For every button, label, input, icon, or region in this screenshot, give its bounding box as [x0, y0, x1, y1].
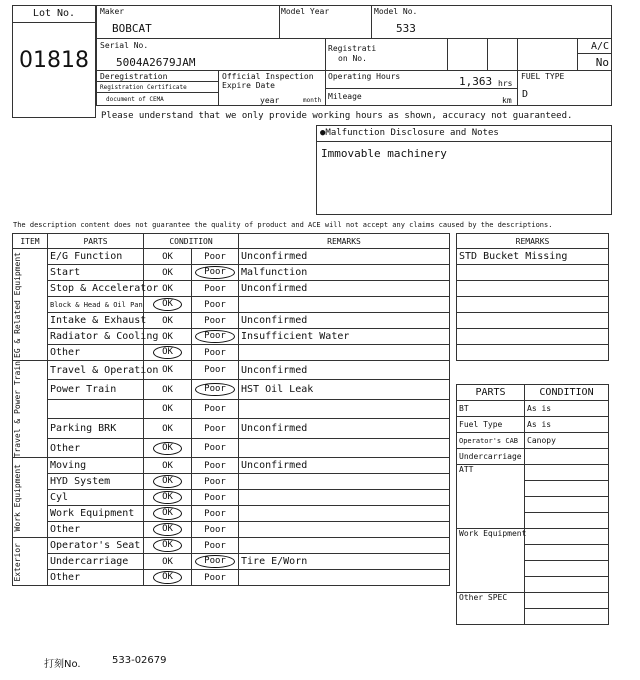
part-cell: Stop & Accelerator [48, 281, 144, 297]
ok-option: OK [162, 315, 173, 326]
poor-option: Poor [204, 251, 226, 262]
table-row [13, 474, 450, 490]
ok-cell[interactable] [144, 506, 192, 522]
ok-option: OK [162, 267, 173, 278]
table-row [13, 538, 450, 554]
ok-cell[interactable] [144, 570, 192, 586]
ok-option: OK [162, 460, 173, 471]
table-row [13, 458, 450, 474]
remark-cell [239, 474, 450, 490]
poor-cell[interactable] [192, 361, 239, 380]
remark-cell [239, 438, 450, 458]
poor-option: Poor [204, 540, 226, 551]
inspection-label-1: Official Inspection [222, 72, 314, 81]
month-label: month [303, 97, 322, 104]
malfunction-text: Immovable machinery [321, 147, 447, 160]
deregistration-label: Deregistration [100, 72, 168, 81]
remark-cell [239, 506, 450, 522]
registration-label-2: on No. [338, 54, 367, 63]
ok-option: OK [162, 384, 173, 395]
model-year-label: Model Year [281, 7, 330, 16]
item-group-cell [13, 538, 48, 586]
remark-cell: Unconfirmed [239, 361, 450, 380]
ok-option: OK [162, 251, 173, 262]
table-row [13, 265, 450, 281]
remark-cell: Tire E/Worn [239, 554, 450, 570]
poor-option: Poor [204, 404, 226, 415]
ok-cell[interactable] [144, 380, 192, 399]
poor-cell[interactable] [192, 554, 239, 570]
part-cell: Cyl [48, 490, 144, 506]
ok-option: OK [153, 539, 182, 552]
cab-label: Operator's CAB [457, 433, 525, 449]
part-cell: Operator's Seat [48, 538, 144, 554]
registration-label-1: Registrati [328, 44, 377, 53]
remark-cell: Unconfirmed [239, 281, 450, 297]
poor-option: Poor [204, 572, 226, 583]
poor-cell[interactable] [192, 490, 239, 506]
operating-hours-label: Operating Hours [328, 72, 401, 81]
cab-row [457, 433, 609, 449]
fuel-label: Fuel Type [457, 417, 525, 433]
parts-header: PARTS [48, 234, 144, 249]
right-remark-cell [457, 345, 609, 361]
ok-option: OK [153, 442, 182, 455]
poor-option: Poor [195, 330, 235, 343]
table-row [13, 297, 450, 313]
notice-text: Please understand that we only provide working hours as shown, accuracy not guaranteed. [101, 111, 573, 121]
table-row [13, 554, 450, 570]
poor-cell[interactable] [192, 380, 239, 399]
ok-cell[interactable] [144, 265, 192, 281]
ok-option: OK [162, 556, 173, 567]
right-remark-cell [457, 297, 609, 313]
poor-option: Poor [204, 508, 226, 519]
table-row [13, 380, 450, 399]
poor-option: Poor [204, 347, 226, 358]
table-row [13, 345, 450, 361]
right-remark-cell [457, 281, 609, 297]
remark-cell [239, 297, 450, 313]
part-cell: Start [48, 265, 144, 281]
other-spec-row [457, 593, 609, 609]
poor-cell[interactable] [192, 522, 239, 538]
remark-cell: Unconfirmed [239, 313, 450, 329]
malfunction-title: ●Malfunction Disclosure and Notes [320, 128, 499, 138]
poor-option: Poor [204, 492, 226, 503]
year-label: year [260, 96, 280, 105]
ok-cell[interactable] [144, 313, 192, 329]
ok-option: OK [162, 404, 173, 415]
undercarriage-label: Undercarriage [457, 449, 525, 465]
part-cell: Intake & Exhaust [48, 313, 144, 329]
poor-cell[interactable] [192, 265, 239, 281]
table-row [13, 281, 450, 297]
ok-cell[interactable] [144, 474, 192, 490]
item-group-label: Exterior [13, 542, 22, 582]
ok-cell[interactable] [144, 297, 192, 313]
disclaimer-text: The description content does not guarantee the quality of product and ACE will not accept any claims caused by the descriptions. [13, 221, 553, 229]
model-no-value: 533 [396, 22, 416, 35]
maker-label: Maker [100, 7, 125, 16]
part-cell: Other [48, 345, 144, 361]
table-row [13, 522, 450, 538]
poor-option: Poor [195, 383, 235, 396]
hrs-label: hrs [498, 79, 513, 88]
inspection-table [12, 233, 450, 586]
remark-cell: Unconfirmed [239, 249, 450, 265]
right-remark-row [457, 265, 609, 281]
poor-cell[interactable] [192, 329, 239, 345]
part-cell: Other [48, 522, 144, 538]
poor-cell[interactable] [192, 399, 239, 418]
remarks-header: REMARKS [239, 234, 450, 249]
table-row [13, 570, 450, 586]
part-cell: Radiator & Cooling [48, 329, 144, 345]
table-row [13, 419, 450, 438]
poor-option: Poor [204, 443, 226, 454]
ok-option: OK [162, 365, 173, 376]
right-parts-header-row [457, 385, 609, 401]
table-row [13, 313, 450, 329]
lot-number: 01818 [19, 48, 89, 73]
ok-option: OK [153, 346, 182, 359]
right-remark-cell: STD Bucket Missing [457, 249, 609, 265]
part-cell: Moving [48, 458, 144, 474]
part-cell: Travel & Operation [48, 361, 144, 380]
poor-option: Poor [204, 299, 226, 310]
poor-cell[interactable] [192, 474, 239, 490]
fuel-type-value: D [522, 89, 529, 100]
item-group-cell [13, 249, 48, 361]
remark-cell: HST Oil Leak [239, 380, 450, 399]
ok-cell[interactable] [144, 490, 192, 506]
item-group-label: EG & Related Equipment [13, 251, 22, 358]
poor-option: Poor [195, 555, 235, 568]
right-remark-cell [457, 265, 609, 281]
right-remark-row [457, 281, 609, 297]
remark-cell: Insufficient Water [239, 329, 450, 345]
stamp-value: 533-02679 [112, 655, 167, 666]
table-row [13, 249, 450, 265]
part-cell [48, 399, 144, 418]
remark-cell [239, 522, 450, 538]
poor-cell[interactable] [192, 297, 239, 313]
inspection-header-row [13, 234, 450, 249]
part-cell: Parking BRK [48, 419, 144, 438]
poor-cell[interactable] [192, 570, 239, 586]
remark-cell [239, 570, 450, 586]
ok-option: OK [153, 298, 182, 311]
right-remark-row [457, 249, 609, 265]
poor-option: Poor [195, 266, 235, 279]
remark-cell: Unconfirmed [239, 458, 450, 474]
poor-cell[interactable] [192, 313, 239, 329]
other-spec-label: Other SPEC [457, 593, 525, 625]
poor-cell[interactable] [192, 281, 239, 297]
remark-cell [239, 345, 450, 361]
ok-option: OK [153, 523, 182, 536]
registration-certificate-label: Registration Certificate [100, 84, 187, 91]
ok-cell[interactable] [144, 554, 192, 570]
cab-value: Canopy [525, 433, 609, 449]
right-parts-table [456, 384, 609, 625]
poor-option: Poor [204, 283, 226, 294]
part-cell: Work Equipment [48, 506, 144, 522]
poor-option: Poor [204, 476, 226, 487]
poor-option: Poor [204, 524, 226, 535]
poor-cell[interactable] [192, 345, 239, 361]
table-row [13, 399, 450, 418]
ok-option: OK [153, 491, 182, 504]
condition-header: CONDITION [144, 234, 239, 249]
operating-hours-value: 1,363 [459, 75, 493, 88]
stamp-label: 打刻No. [44, 659, 81, 670]
ok-option: OK [162, 331, 173, 342]
poor-cell[interactable] [192, 506, 239, 522]
table-row [13, 329, 450, 345]
mileage-label: Mileage [328, 92, 362, 101]
poor-cell[interactable] [192, 419, 239, 438]
poor-option: Poor [204, 423, 226, 434]
ok-cell[interactable] [144, 399, 192, 418]
table-row [13, 506, 450, 522]
part-cell: Undercarriage [48, 554, 144, 570]
item-header: ITEM [13, 234, 48, 249]
right-remarks-header: REMARKS [457, 234, 609, 249]
poor-cell[interactable] [192, 438, 239, 458]
item-group-label: Travel & Power Train [13, 361, 22, 458]
ok-option: OK [162, 423, 173, 434]
ok-cell[interactable] [144, 458, 192, 474]
right-remark-cell [457, 329, 609, 345]
right-parts-header: PARTS [457, 385, 525, 401]
ok-option: OK [153, 475, 182, 488]
part-cell: E/G Function [48, 249, 144, 265]
poor-cell[interactable] [192, 538, 239, 554]
bt-row [457, 401, 609, 417]
right-remarks-table [456, 233, 609, 361]
serial-value: 5004A2679JAM [116, 56, 196, 69]
model-no-label: Model No. [374, 7, 418, 16]
right-remark-row [457, 329, 609, 345]
att-row [457, 465, 609, 481]
fuel-row [457, 417, 609, 433]
right-remark-cell [457, 313, 609, 329]
att-label: ATT [457, 465, 525, 529]
ok-option: OK [162, 283, 173, 294]
right-remark-row [457, 297, 609, 313]
remark-cell [239, 490, 450, 506]
remark-cell [239, 399, 450, 418]
remark-cell: Unconfirmed [239, 419, 450, 438]
km-label: km [502, 96, 512, 105]
right-condition-header: CONDITION [525, 385, 609, 401]
lot-label: Lot No. [32, 8, 76, 19]
malfunction-box [316, 125, 612, 215]
poor-cell[interactable] [192, 249, 239, 265]
undercarriage-row [457, 449, 609, 465]
ok-option: OK [153, 571, 182, 584]
poor-option: Poor [204, 460, 226, 471]
ok-cell[interactable] [144, 538, 192, 554]
item-group-cell [13, 458, 48, 538]
work-equipment-row [457, 529, 609, 545]
cema-document-label: document of CEMA [106, 96, 164, 103]
poor-cell[interactable] [192, 458, 239, 474]
remark-cell: Malfunction [239, 265, 450, 281]
part-cell: Other [48, 570, 144, 586]
maker-value: BOBCAT [112, 22, 152, 35]
fuel-value: As is [525, 417, 609, 433]
remark-cell [239, 538, 450, 554]
table-row [13, 361, 450, 380]
ok-cell[interactable] [144, 249, 192, 265]
bt-value: As is [525, 401, 609, 417]
bt-label: BT [457, 401, 525, 417]
table-row [13, 438, 450, 458]
poor-option: Poor [204, 315, 226, 326]
item-group-cell [13, 361, 48, 458]
ac-label: A/C [590, 41, 609, 52]
right-remark-row [457, 313, 609, 329]
ok-cell[interactable] [144, 419, 192, 438]
poor-option: Poor [204, 365, 226, 376]
part-cell: Other [48, 438, 144, 458]
item-group-label: Work Equipment [13, 464, 22, 532]
serial-label: Serial No. [100, 41, 149, 50]
ok-cell[interactable] [144, 438, 192, 458]
ok-option: OK [153, 507, 182, 520]
part-cell: Power Train [48, 380, 144, 399]
table-row [13, 490, 450, 506]
right-remark-row [457, 345, 609, 361]
work-equipment-label: Work Equipment [457, 529, 525, 593]
ok-cell[interactable] [144, 345, 192, 361]
inspection-label-2: Expire Date [222, 81, 275, 90]
ok-cell[interactable] [144, 522, 192, 538]
part-cell: HYD System [48, 474, 144, 490]
part-cell: Block & Head & Oil Pan [48, 297, 144, 313]
ac-value: No [595, 56, 609, 69]
fuel-type-label: FUEL TYPE [521, 72, 565, 81]
